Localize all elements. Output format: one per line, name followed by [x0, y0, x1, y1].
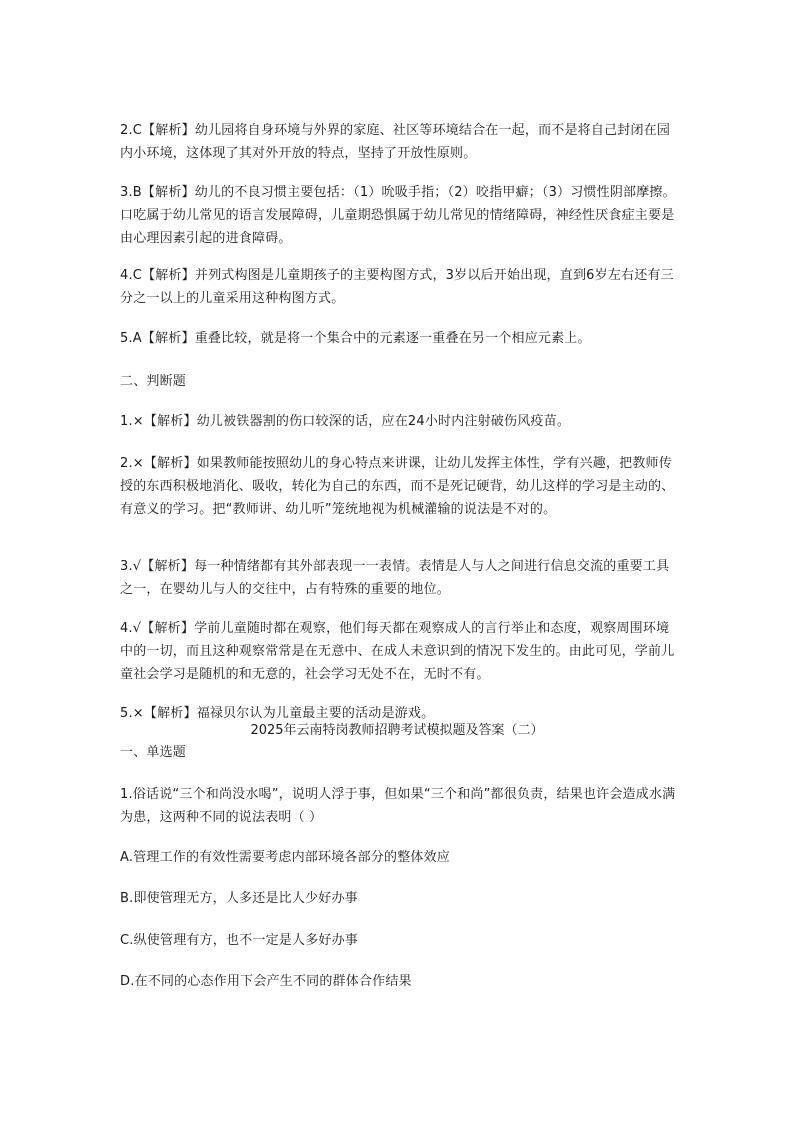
section-heading-single-choice: 一、单选题	[120, 745, 187, 760]
answer-paragraph-2c: 2.C【解析】幼儿园将自身环境与外界的家庭、社区等环境结合在一起，而不是将自己封闭在园内小环境，这体现了其对外开放的特点，坚持了开放性原则。	[120, 123, 671, 161]
option-d: D.在不同的心态作用下会产生不同的群体合作结果	[120, 974, 412, 989]
judgement-answer-3: 3.√【解析】每一种情绪都有其外部表现一一表情。表情是人与人之间进行信息交流的重要工具之一，在婴幼儿与人的交往中，占有特殊的重要的地位。	[120, 559, 670, 597]
section-heading-judgement: 二、判断题	[120, 374, 187, 389]
judgement-answer-5: 5.×【解析】福禄贝尔认为儿童最主要的活动是游戏。	[120, 706, 435, 721]
question-1: 1.俗话说“三个和尚没水喝”，说明人浮于事，但如果“三个和尚”都很负责，结果也许会造成水满为患，这两种不同的说法表明（ ）	[120, 787, 676, 825]
judgement-answer-1: 1.×【解析】幼儿被铁器割的伤口较深的话，应在24小时内注射破伤风疫苗。	[120, 414, 571, 429]
judgement-answer-2: 2.×【解析】如果教师能按照幼儿的身心特点来讲课，让幼儿发挥主体性，学有兴趣，把教师传授的东西积极地消化、吸收，转化为自己的东西，而不是死记硬背，幼儿这样的学习是主动的、有意义的学习。把“教师讲、幼儿听”笼统地视为机械灌输的说法是不对的。	[120, 456, 675, 517]
judgement-answer-4: 4.√【解析】学前儿童随时都在观察，他们每天都在观察成人的言行举止和态度，观察周围环境中的一切，而且这种观察常常是在无意中、在成人未意识到的情况下发生的。由此可见，学前儿童社会学习是随机的和无意的，社会学习无处不在，无时不有。	[120, 621, 675, 682]
option-c: C.纵使管理有方，也不一定是人多好办事	[120, 933, 359, 948]
option-a: A.管理工作的有效性需要考虑内部环境各部分的整体效应	[120, 850, 450, 865]
answer-paragraph-5a: 5.A【解析】重叠比较，就是将一个集合中的元素逐一重叠在另一个相应元素上。	[120, 331, 591, 346]
option-b: B.即使管理无方，人多还是比人少好办事	[120, 891, 358, 906]
answer-paragraph-4c: 4.C【解析】并列式构图是儿童期孩子的主要构图方式，3岁以后开始出现，直到6岁左右还有三分之一以上的儿童采用这种构图方式。	[120, 268, 674, 306]
page-title: 2025年云南特岗教师招聘考试模拟题及答案（二）	[250, 723, 544, 738]
answer-paragraph-3b: 3.B【解析】幼儿的不良习惯主要包括：（1）吮吸手指；（2）咬指甲癖；（3）习惯性阴部摩擦。口吃属于幼儿常见的语言发展障碍，儿童期恐惧属于幼儿常见的情绪障碍，神经性厌食症主要是由心理因素引起的进食障碍。	[120, 185, 676, 246]
